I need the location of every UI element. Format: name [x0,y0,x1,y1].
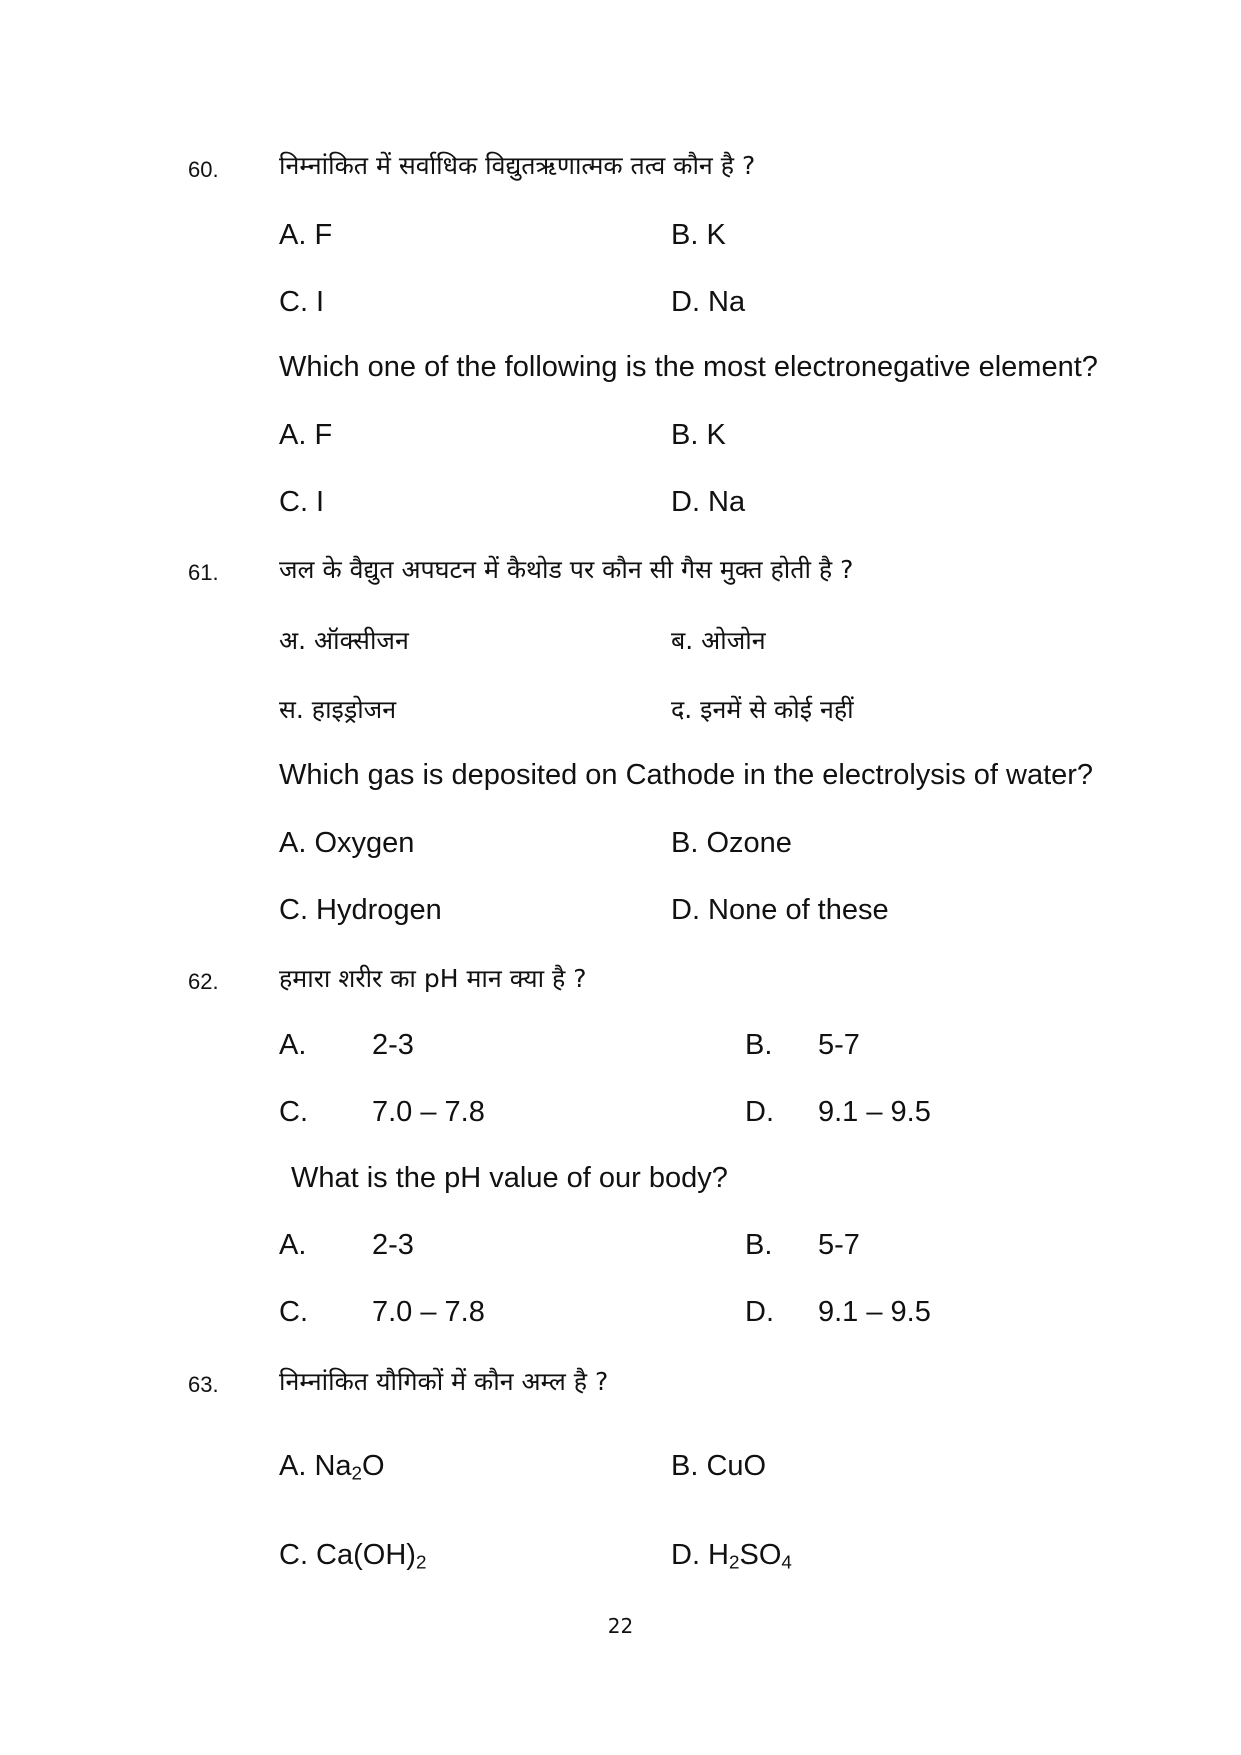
q60-en-option-a: A. F [279,419,333,451]
q60-hi-option-b: B. K [671,219,726,251]
q61-hi-option-d: द. इनमें से कोई नहीं [671,695,854,724]
question-number-62: 62. [188,969,219,994]
q61-hi-option-b: ब. ओजोन [671,626,766,655]
question-60-english: Which one of the following is the most electronegative element? [279,351,1098,383]
question-62-hindi: हमारा शरीर का pH मान क्या है ? [279,964,587,993]
q62-en-option-d-value: 9.1 – 9.5 [818,1296,931,1328]
question-62-english: What is the pH value of our body? [291,1162,728,1194]
q62-en-option-a-value: 2-3 [372,1229,414,1261]
q62-hi-option-d-value: 9.1 – 9.5 [818,1096,931,1128]
q61-hi-option-c: स. हाइड्रोजन [279,695,397,724]
q60-hi-option-d: D. Na [671,286,746,318]
q62-en-option-b-letter: B. [745,1229,773,1261]
q63-option-b: B. CuO [671,1450,767,1482]
q60-hi-option-a: A. F [279,219,333,251]
q62-en-option-c-letter: C. [279,1296,308,1328]
question-61-hindi: जल के वैद्युत अपघटन में कैथोड पर कौन सी गैस मुक्त होती है ? [279,555,854,584]
q61-en-option-a: A. Oxygen [279,827,415,859]
question-60-hindi: निम्नांकित में सर्वाधिक विद्युतऋणात्मक तत्व कौन है ? [279,151,756,180]
q60-en-option-b: B. K [671,419,726,451]
q62-en-option-d-letter: D. [745,1296,774,1328]
q61-hi-option-a: अ. ऑक्सीजन [279,626,409,655]
q62-hi-option-c-letter: C. [279,1096,308,1128]
question-number-61: 61. [188,560,219,585]
q62-hi-option-d-letter: D. [745,1096,774,1128]
q63-option-a: A. $Na_2O$ [279,1450,385,1484]
q62-hi-option-a-letter: A. [279,1029,307,1061]
q61-en-option-b: B. Ozone [671,827,792,859]
q61-en-option-c: C. Hydrogen [279,894,442,926]
q63-option-c: C. $Ca(OH)_2$ [279,1539,427,1573]
q60-en-option-c: C. I [279,486,325,518]
question-63-hindi: निम्नांकित यौगिकों में कौन अम्ल है ? [279,1367,609,1396]
question-number-63: 63. [188,1372,219,1397]
q63-option-d: D. $H_2SO_4$ [671,1539,792,1573]
page-number: 22 [607,1614,634,1638]
question-61-english: Which gas is deposited on Cathode in the electrolysis of water? [279,759,1094,791]
q62-en-option-c-value: 7.0 – 7.8 [372,1296,485,1328]
q62-hi-option-a-value: 2-3 [372,1029,414,1061]
q62-en-option-b-value: 5-7 [818,1229,860,1261]
q62-en-option-a-letter: A. [279,1229,307,1261]
q62-hi-option-b-value: 5-7 [818,1029,860,1061]
q62-hi-option-b-letter: B. [745,1029,773,1061]
q60-en-option-d: D. Na [671,486,746,518]
q60-hi-option-c: C. I [279,286,325,318]
q61-en-option-d: D. None of these [671,894,889,926]
question-number-60: 60. [188,157,219,182]
q62-hi-option-c-value: 7.0 – 7.8 [372,1096,485,1128]
